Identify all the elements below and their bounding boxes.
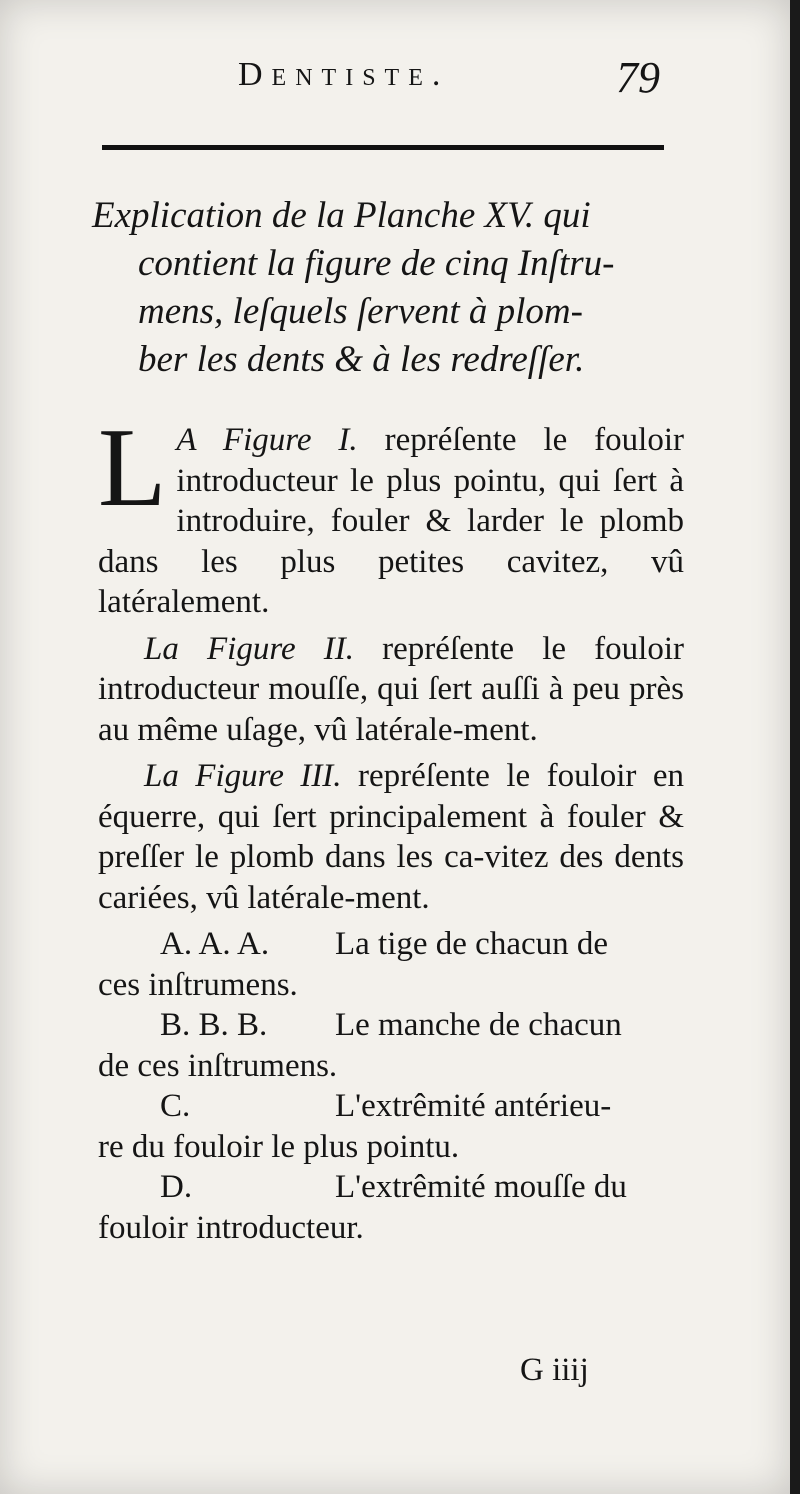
title-line: mens, leſquels ſervent à plom- xyxy=(138,291,583,332)
legend-item xyxy=(98,924,684,1005)
drop-cap: L xyxy=(98,406,167,530)
paragraph-figure-1 xyxy=(98,406,684,623)
figure-reference: La Figure III. xyxy=(144,758,342,794)
legend-key: B. B. B. xyxy=(160,1007,268,1043)
page-header xyxy=(100,52,670,102)
catchword: G iiij xyxy=(520,1352,589,1388)
plate-title xyxy=(92,192,682,384)
figure-reference: La Figure II. xyxy=(144,630,354,667)
legend-key: A. A. A. xyxy=(160,926,270,962)
legend-item xyxy=(98,1005,684,1086)
header-rule xyxy=(102,145,664,150)
body-text xyxy=(98,406,685,1248)
legend-item xyxy=(98,1086,684,1167)
legend-desc: L'extrêmité antérieu- xyxy=(335,1088,612,1124)
legend-key: C. xyxy=(160,1088,191,1124)
legend-desc: Le manche de chacun xyxy=(335,1007,622,1043)
legend-key: D. xyxy=(160,1169,193,1205)
title-line: contient la figure de cinq Inſtru- xyxy=(138,243,615,284)
legend-desc-continued: ces inſtrumens. xyxy=(98,966,298,1003)
legend-item xyxy=(98,1167,684,1248)
figure-reference: A Figure I. xyxy=(176,422,358,458)
legend-desc-continued: de ces inſtrumens. xyxy=(98,1047,338,1084)
running-head: Dentiste. xyxy=(238,56,450,93)
title-line: Explication de la Planche XV. qui xyxy=(92,195,591,236)
legend-desc: La tige de chacun de xyxy=(335,926,609,962)
legend-desc: L'extrêmité mouſſe du xyxy=(335,1169,627,1205)
legend-desc-continued: fouloir introducteur. xyxy=(98,1209,364,1246)
page-number: 79 xyxy=(616,53,660,102)
paragraph-text: repréſente le fouloir introducteur mouſſe, qui ſert auſſi à peu près au même uſage, vû latérale-ment. xyxy=(98,630,684,748)
legend-desc-continued: re du fouloir le plus pointu. xyxy=(98,1128,460,1165)
title-line: ber les dents & à les redreſſer. xyxy=(138,339,585,380)
paragraph-text: repréſente le fouloir en équerre, qui ſert principalement à fouler & preſſer le plomb dans les ca-vitez des dents cariées, vû latérale-ment. xyxy=(98,758,685,916)
paragraph-text: repréſente le fouloir introducteur le plus pointu, qui ſert à introduire, fouler & larder le plomb dans les plus petites cavitez, vû latéralement. xyxy=(98,422,684,620)
paragraph-figure-3 xyxy=(98,756,684,918)
paragraph-figure-2 xyxy=(98,629,684,751)
